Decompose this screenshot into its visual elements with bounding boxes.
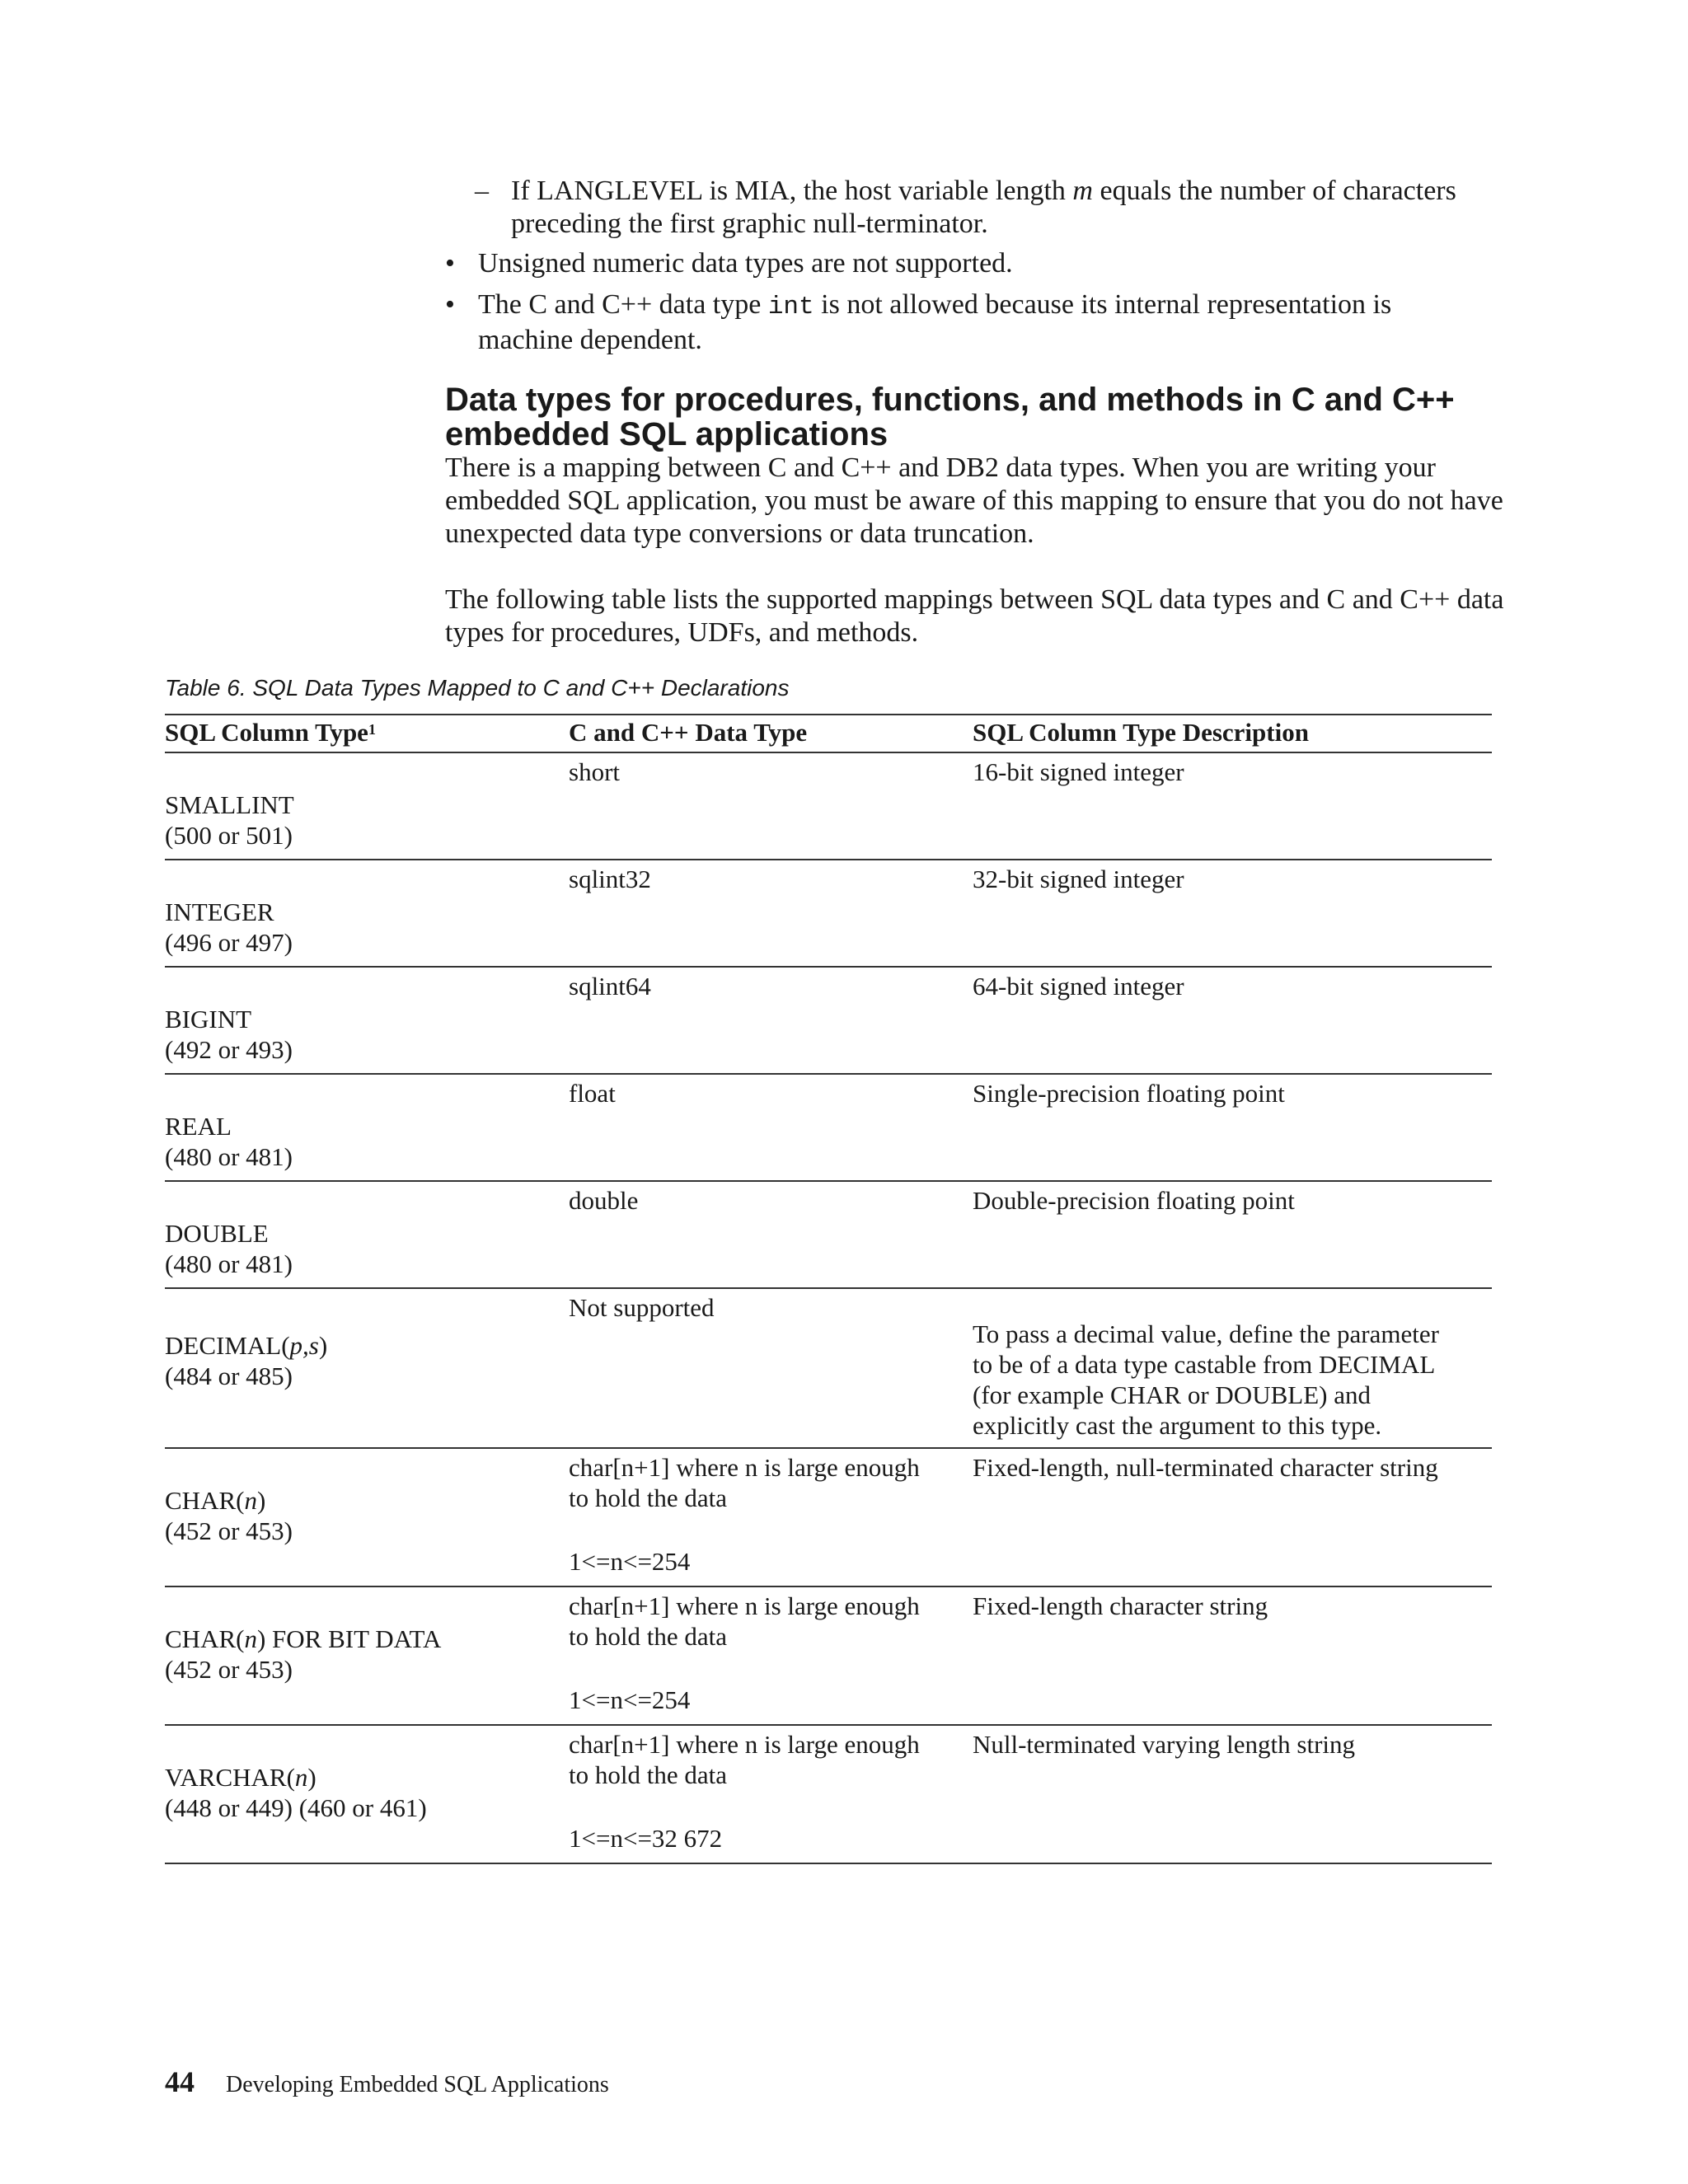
table-row [165, 1287, 1492, 1447]
description-line: 32-bit signed integer [973, 865, 1184, 893]
dash-marker: – [475, 176, 489, 206]
sql-type-cell [165, 897, 560, 958]
sql-type-codes: (484 or 485) [165, 1361, 293, 1390]
c-type-range: 1<=n<=32 672 [569, 1824, 723, 1853]
description-line: 64-bit signed integer [973, 972, 1184, 1001]
sql-type-cell [165, 790, 560, 851]
sql-type-codes: (492 or 493) [165, 1035, 293, 1064]
section-paragraph-2: The following table lists the supported mappings between SQL data types and C and C++ data types for procedures, UDFs, and methods. [445, 584, 1504, 648]
header-description: SQL Column Type Description [973, 718, 1309, 747]
c-type-line: sqlint32 [569, 865, 651, 893]
c-type-line: char[n+1] where n is large enough [569, 1453, 920, 1482]
c-type-line: to hold the data [569, 1760, 727, 1789]
description-cell [973, 1185, 1500, 1216]
c-type-cell [569, 1292, 964, 1323]
description-cell [973, 1452, 1500, 1483]
description-line: explicitly cast the argument to this type. [973, 1411, 1382, 1440]
variable-m: m [1072, 176, 1093, 206]
description-line: Fixed-length, null-terminated character string [973, 1453, 1438, 1482]
sql-type-name: CHAR(n) [165, 1486, 266, 1515]
sql-type-codes: (480 or 481) [165, 1249, 293, 1278]
sql-type-codes: (480 or 481) [165, 1142, 293, 1171]
sql-type-name: DECIMAL(p,s) [165, 1331, 328, 1360]
sql-type-codes: (500 or 501) [165, 821, 293, 850]
sql-type-cell [165, 1111, 560, 1172]
c-type-line: to hold the data [569, 1483, 727, 1512]
c-type-cell [569, 757, 964, 787]
page-number: 44 [165, 2065, 195, 2098]
c-type-cell [569, 864, 964, 894]
c-type-cell [569, 1729, 964, 1854]
c-type-cell [569, 1591, 964, 1715]
c-type-line: char[n+1] where n is large enough [569, 1591, 920, 1620]
sql-type-name: CHAR(n) FOR BIT DATA [165, 1624, 442, 1653]
sql-type-name: INTEGER [165, 898, 274, 926]
bullet-text: Unsigned numeric data types are not supported. [478, 248, 1013, 279]
c-type-cell [569, 1078, 964, 1108]
table-row [165, 1073, 1492, 1180]
sql-type-cell [165, 1218, 560, 1279]
sql-type-codes: (496 or 497) [165, 928, 293, 957]
description-line: (for example CHAR or DOUBLE) and [973, 1380, 1371, 1409]
dash-list-item [445, 175, 1492, 241]
c-type-line: double [569, 1186, 639, 1215]
row-rule [165, 1863, 1492, 1864]
footnote-marker: 1 [368, 721, 376, 738]
description-line: to be of a data type castable from DECIMAL [973, 1350, 1436, 1379]
description-cell [973, 1078, 1500, 1108]
table-row [165, 752, 1492, 859]
sql-type-cell [165, 1485, 560, 1546]
c-type-line: char[n+1] where n is large enough [569, 1730, 920, 1759]
sql-type-name: DOUBLE [165, 1219, 269, 1248]
c-type-cell [569, 971, 964, 1001]
description-line: Single-precision floating point [973, 1079, 1285, 1108]
section-paragraph-1: There is a mapping between C and C++ and DB2 data types. When you are writing your embedded SQL application, you must be aware of this mapping to ensure that you do not have unexpected data type conversions or data truncation. [445, 452, 1503, 549]
page-footer [165, 2065, 609, 2102]
description-cell [973, 1591, 1500, 1621]
sql-type-name: VARCHAR(n) [165, 1763, 316, 1792]
c-type-cell [569, 1452, 964, 1577]
c-type-cell [569, 1185, 964, 1216]
description-line: To pass a decimal value, define the parameter [973, 1319, 1439, 1348]
description-line: 16-bit signed integer [973, 757, 1184, 786]
sql-type-name: REAL [165, 1112, 232, 1141]
book-title: Developing Embedded SQL Applications [226, 2072, 609, 2097]
bullet-text: The C and C++ data type int is not allowed because its internal representation is machine dependent. [478, 289, 1392, 355]
sql-type-codes: (448 or 449) (460 or 461) [165, 1793, 427, 1822]
table-caption: Table 6. SQL Data Types Mapped to C and C++ Declarations [165, 675, 790, 701]
description-line: Null-terminated varying length string [973, 1730, 1356, 1759]
sql-type-cell [165, 1762, 560, 1823]
bullet-item-int [445, 288, 1492, 357]
table-row [165, 859, 1492, 966]
c-type-line: to hold the data [569, 1622, 727, 1651]
table-row [165, 966, 1492, 1073]
bullet-item-unsigned [445, 247, 1492, 283]
description-line: Fixed-length character string [973, 1591, 1268, 1620]
sql-type-cell [165, 1624, 560, 1685]
description-cell [973, 1319, 1500, 1441]
c-type-line: float [569, 1079, 616, 1108]
description-cell [973, 971, 1500, 1001]
dash-item-text: If LANGLEVEL is MIA, the host variable length m equals the number of characters preceding the first graphic null-terminator. [511, 176, 1456, 239]
description-cell [973, 1729, 1500, 1760]
sql-type-name: BIGINT [165, 1005, 252, 1033]
table-row [165, 1586, 1492, 1724]
description-cell [973, 757, 1500, 787]
description-line: Double-precision floating point [973, 1186, 1295, 1215]
c-type-range: 1<=n<=254 [569, 1685, 691, 1714]
code-int: int [767, 293, 814, 321]
c-type-line: Not supported [569, 1293, 715, 1322]
sql-type-codes: (452 or 453) [165, 1655, 293, 1684]
table-row [165, 1447, 1492, 1586]
sql-type-cell [165, 1330, 560, 1391]
c-type-line: short [569, 757, 620, 786]
table-row [165, 1724, 1492, 1863]
bullet-marker: • [445, 289, 455, 320]
sql-type-cell [165, 1004, 560, 1065]
bullet-marker: • [445, 248, 455, 279]
c-type-line: sqlint64 [569, 972, 651, 1001]
description-cell [973, 864, 1500, 894]
sql-type-codes: (452 or 453) [165, 1516, 293, 1545]
header-sql-column-type: SQL Column Type $^1$ [165, 714, 376, 752]
table-row [165, 1180, 1492, 1287]
section-heading: Data types for procedures, functions, and methods in C and C++ embedded SQL applications [445, 382, 1455, 452]
sql-type-name: SMALLINT [165, 790, 294, 819]
header-c-data-type: C and C++ Data Type [569, 718, 808, 747]
c-type-range: 1<=n<=254 [569, 1547, 691, 1576]
